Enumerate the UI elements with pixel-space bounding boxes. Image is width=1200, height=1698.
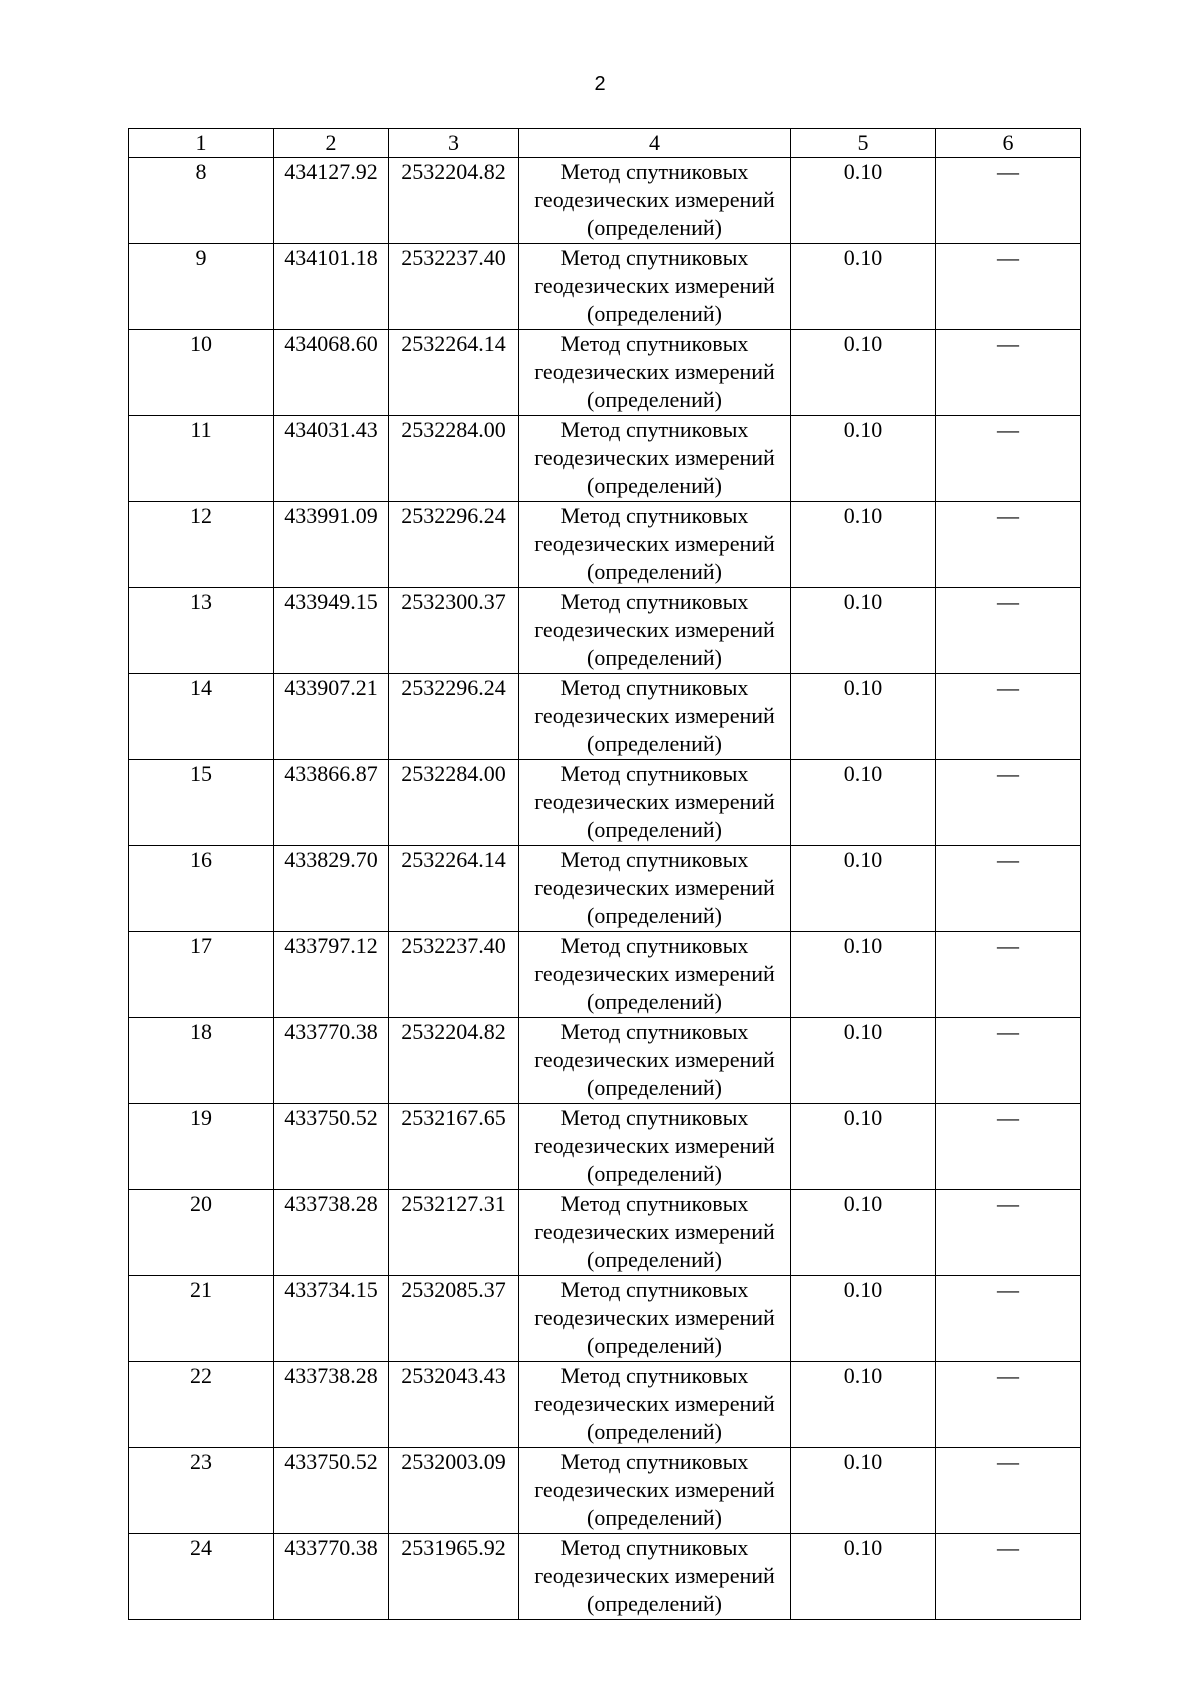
table-row	[129, 588, 1081, 674]
method-line: геодезических измерений	[534, 1477, 775, 1502]
table-row	[129, 1362, 1081, 1448]
method-line: (определений)	[587, 1333, 722, 1358]
method-line: (определений)	[587, 1591, 722, 1616]
point-number-cell: 21	[129, 1276, 274, 1362]
x-coordinate-cell: 434068.60	[274, 330, 389, 416]
table-row	[129, 1018, 1081, 1104]
x-coordinate-cell: 433750.52	[274, 1448, 389, 1534]
method-cell	[519, 1018, 791, 1104]
accuracy-cell: 0.10	[791, 1104, 936, 1190]
table-row	[129, 932, 1081, 1018]
point-number-cell: 18	[129, 1018, 274, 1104]
page-number: 2	[594, 73, 606, 95]
method-line: (определений)	[587, 473, 722, 498]
note-cell	[936, 674, 1081, 760]
method-line: геодезических измерений	[534, 617, 775, 642]
method-line: Метод спутниковых	[560, 1019, 749, 1044]
method-line: (определений)	[587, 559, 722, 584]
method-line: Метод спутниковых	[560, 589, 749, 614]
table-row	[129, 330, 1081, 416]
table-row	[129, 244, 1081, 330]
note-dash: —	[997, 933, 1019, 958]
x-coordinate-cell: 433770.38	[274, 1018, 389, 1104]
method-line: Метод спутниковых	[560, 1449, 749, 1474]
method-cell	[519, 1276, 791, 1362]
method-line: геодезических измерений	[534, 187, 775, 212]
note-cell	[936, 1104, 1081, 1190]
table-row	[129, 1276, 1081, 1362]
table-row	[129, 158, 1081, 244]
column-number-4: 4	[519, 129, 791, 158]
note-dash: —	[997, 245, 1019, 270]
method-line: Метод спутниковых	[560, 847, 749, 872]
column-number-3: 3	[389, 129, 519, 158]
x-coordinate-cell: 433734.15	[274, 1276, 389, 1362]
method-line: геодезических измерений	[534, 1219, 775, 1244]
note-dash: —	[997, 1535, 1019, 1560]
method-line: геодезических измерений	[534, 961, 775, 986]
note-cell	[936, 846, 1081, 932]
method-line: геодезических измерений	[534, 875, 775, 900]
note-cell	[936, 1276, 1081, 1362]
method-cell	[519, 760, 791, 846]
method-cell	[519, 1534, 791, 1620]
note-cell	[936, 760, 1081, 846]
accuracy-cell: 0.10	[791, 1276, 936, 1362]
point-number-cell: 12	[129, 502, 274, 588]
note-dash: —	[997, 761, 1019, 786]
note-cell	[936, 1534, 1081, 1620]
method-line: (определений)	[587, 645, 722, 670]
method-line: (определений)	[587, 731, 722, 756]
table-row	[129, 1448, 1081, 1534]
accuracy-cell: 0.10	[791, 674, 936, 760]
accuracy-cell: 0.10	[791, 1448, 936, 1534]
note-cell	[936, 1018, 1081, 1104]
column-number-5: 5	[791, 129, 936, 158]
point-number-cell: 15	[129, 760, 274, 846]
accuracy-cell: 0.10	[791, 330, 936, 416]
table-row	[129, 846, 1081, 932]
column-number-2: 2	[274, 129, 389, 158]
y-coordinate-cell: 2532237.40	[389, 244, 519, 330]
method-line: (определений)	[587, 817, 722, 842]
method-cell	[519, 932, 791, 1018]
table-body	[129, 129, 1081, 1620]
note-dash: —	[997, 1105, 1019, 1130]
note-dash: —	[997, 417, 1019, 442]
x-coordinate-cell: 433738.28	[274, 1362, 389, 1448]
method-cell	[519, 158, 791, 244]
y-coordinate-cell: 2532204.82	[389, 1018, 519, 1104]
coordinates-table	[128, 128, 1081, 1620]
x-coordinate-cell: 433907.21	[274, 674, 389, 760]
method-line: (определений)	[587, 387, 722, 412]
note-cell	[936, 1362, 1081, 1448]
method-cell	[519, 674, 791, 760]
method-cell	[519, 588, 791, 674]
accuracy-cell: 0.10	[791, 1190, 936, 1276]
note-cell	[936, 158, 1081, 244]
method-cell	[519, 1362, 791, 1448]
accuracy-cell: 0.10	[791, 244, 936, 330]
point-number-cell: 14	[129, 674, 274, 760]
x-coordinate-cell: 433949.15	[274, 588, 389, 674]
note-dash: —	[997, 1019, 1019, 1044]
method-line: (определений)	[587, 1247, 722, 1272]
method-line: Метод спутниковых	[560, 417, 749, 442]
y-coordinate-cell: 2532003.09	[389, 1448, 519, 1534]
accuracy-cell: 0.10	[791, 158, 936, 244]
y-coordinate-cell: 2532204.82	[389, 158, 519, 244]
method-line: (определений)	[587, 1161, 722, 1186]
note-dash: —	[997, 1191, 1019, 1216]
point-number-cell: 23	[129, 1448, 274, 1534]
point-number-cell: 13	[129, 588, 274, 674]
column-number-6: 6	[936, 129, 1081, 158]
note-dash: —	[997, 331, 1019, 356]
method-cell	[519, 330, 791, 416]
y-coordinate-cell: 2532264.14	[389, 846, 519, 932]
table-row	[129, 674, 1081, 760]
accuracy-cell: 0.10	[791, 1534, 936, 1620]
method-line: геодезических измерений	[534, 1305, 775, 1330]
method-line: (определений)	[587, 989, 722, 1014]
x-coordinate-cell: 433770.38	[274, 1534, 389, 1620]
y-coordinate-cell: 2532264.14	[389, 330, 519, 416]
x-coordinate-cell: 433991.09	[274, 502, 389, 588]
method-line: геодезических измерений	[534, 703, 775, 728]
method-cell	[519, 416, 791, 502]
y-coordinate-cell: 2532296.24	[389, 502, 519, 588]
y-coordinate-cell: 2532237.40	[389, 932, 519, 1018]
method-line: геодезических измерений	[534, 1563, 775, 1588]
note-dash: —	[997, 675, 1019, 700]
note-dash: —	[997, 1277, 1019, 1302]
point-number-cell: 22	[129, 1362, 274, 1448]
method-line: (определений)	[587, 903, 722, 928]
y-coordinate-cell: 2532296.24	[389, 674, 519, 760]
y-coordinate-cell: 2531965.92	[389, 1534, 519, 1620]
accuracy-cell: 0.10	[791, 416, 936, 502]
y-coordinate-cell: 2532284.00	[389, 760, 519, 846]
method-line: Метод спутниковых	[560, 503, 749, 528]
note-dash: —	[997, 1449, 1019, 1474]
method-cell	[519, 244, 791, 330]
note-cell	[936, 502, 1081, 588]
point-number-cell: 8	[129, 158, 274, 244]
x-coordinate-cell: 434127.92	[274, 158, 389, 244]
x-coordinate-cell: 433750.52	[274, 1104, 389, 1190]
note-dash: —	[997, 589, 1019, 614]
x-coordinate-cell: 434031.43	[274, 416, 389, 502]
note-cell	[936, 1448, 1081, 1534]
note-cell	[936, 244, 1081, 330]
accuracy-cell: 0.10	[791, 846, 936, 932]
y-coordinate-cell: 2532043.43	[389, 1362, 519, 1448]
column-number-row	[129, 129, 1081, 158]
note-dash: —	[997, 159, 1019, 184]
table-row	[129, 1190, 1081, 1276]
x-coordinate-cell: 433738.28	[274, 1190, 389, 1276]
y-coordinate-cell: 2532127.31	[389, 1190, 519, 1276]
method-line: геодезических измерений	[534, 531, 775, 556]
point-number-cell: 16	[129, 846, 274, 932]
point-number-cell: 17	[129, 932, 274, 1018]
method-line: геодезических измерений	[534, 1133, 775, 1158]
point-number-cell: 10	[129, 330, 274, 416]
column-number-1: 1	[129, 129, 274, 158]
accuracy-cell: 0.10	[791, 1018, 936, 1104]
method-line: геодезических измерений	[534, 273, 775, 298]
note-dash: —	[997, 1363, 1019, 1388]
note-cell	[936, 588, 1081, 674]
note-dash: —	[997, 847, 1019, 872]
method-line: Метод спутниковых	[560, 1535, 749, 1560]
table-row	[129, 1104, 1081, 1190]
point-number-cell: 19	[129, 1104, 274, 1190]
point-number-cell: 24	[129, 1534, 274, 1620]
point-number-cell: 20	[129, 1190, 274, 1276]
table-row	[129, 760, 1081, 846]
method-line: геодезических измерений	[534, 789, 775, 814]
method-line: Метод спутниковых	[560, 1191, 749, 1216]
method-line: Метод спутниковых	[560, 761, 749, 786]
accuracy-cell: 0.10	[791, 502, 936, 588]
x-coordinate-cell: 434101.18	[274, 244, 389, 330]
method-line: геодезических измерений	[534, 1047, 775, 1072]
x-coordinate-cell: 433866.87	[274, 760, 389, 846]
y-coordinate-cell: 2532167.65	[389, 1104, 519, 1190]
method-cell	[519, 846, 791, 932]
table-row	[129, 1534, 1081, 1620]
method-line: (определений)	[587, 1505, 722, 1530]
method-line: Метод спутниковых	[560, 245, 749, 270]
method-line: Метод спутниковых	[560, 933, 749, 958]
method-line: геодезических измерений	[534, 445, 775, 470]
y-coordinate-cell: 2532085.37	[389, 1276, 519, 1362]
method-line: Метод спутниковых	[560, 675, 749, 700]
y-coordinate-cell: 2532284.00	[389, 416, 519, 502]
table-row	[129, 416, 1081, 502]
method-line: (определений)	[587, 1419, 722, 1444]
x-coordinate-cell: 433797.12	[274, 932, 389, 1018]
method-line: Метод спутниковых	[560, 331, 749, 356]
note-cell	[936, 330, 1081, 416]
accuracy-cell: 0.10	[791, 588, 936, 674]
x-coordinate-cell: 433829.70	[274, 846, 389, 932]
method-line: геодезических измерений	[534, 359, 775, 384]
method-line: (определений)	[587, 215, 722, 240]
method-line: геодезических измерений	[534, 1391, 775, 1416]
note-cell	[936, 416, 1081, 502]
table-row	[129, 502, 1081, 588]
point-number-cell: 9	[129, 244, 274, 330]
method-line: (определений)	[587, 301, 722, 326]
method-line: (определений)	[587, 1075, 722, 1100]
note-cell	[936, 932, 1081, 1018]
accuracy-cell: 0.10	[791, 760, 936, 846]
method-line: Метод спутниковых	[560, 159, 749, 184]
note-cell	[936, 1190, 1081, 1276]
method-line: Метод спутниковых	[560, 1363, 749, 1388]
method-line: Метод спутниковых	[560, 1277, 749, 1302]
accuracy-cell: 0.10	[791, 932, 936, 1018]
point-number-cell: 11	[129, 416, 274, 502]
method-cell	[519, 1448, 791, 1534]
y-coordinate-cell: 2532300.37	[389, 588, 519, 674]
accuracy-cell: 0.10	[791, 1362, 936, 1448]
method-cell	[519, 1104, 791, 1190]
method-cell	[519, 502, 791, 588]
method-cell	[519, 1190, 791, 1276]
method-line: Метод спутниковых	[560, 1105, 749, 1130]
note-dash: —	[997, 503, 1019, 528]
